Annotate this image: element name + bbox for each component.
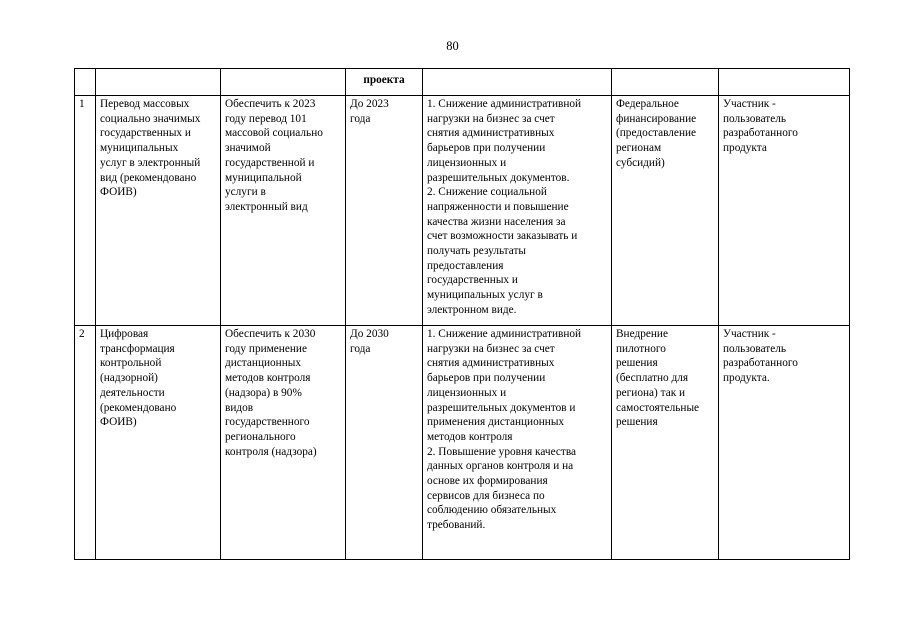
header-cell-name — [96, 69, 221, 96]
measure-deadline: До 2030 года — [346, 326, 423, 560]
measure-goal: Обеспечить к 2030 году применение дистанционных методов контроля (надзора) в 90% видов государственного регионального контроля (надзора) — [221, 326, 346, 560]
measure-role: Участник - пользователь разработанного продукта — [719, 96, 850, 326]
measure-deadline: До 2023 года — [346, 96, 423, 326]
measure-effects: 1. Снижение административной нагрузки на бизнес за счет снятия административных барьеров при получении лицензионных и разрешительных документов. 2. Снижение социальной напряженности и повышение качества жизни населения за счет возможности заказывать и получать результаты предоставления государственных и муниципальных услуг в электронном виде. — [423, 96, 612, 326]
header-cell-effects — [423, 69, 612, 96]
header-cell-goal — [221, 69, 346, 96]
row-number: 2 — [75, 326, 96, 560]
row-number: 1 — [75, 96, 96, 326]
page-number: 80 — [446, 39, 459, 53]
header-cell-deadline: проекта — [346, 69, 423, 96]
measure-name: Цифровая трансформация контрольной (надзорной) деятельности (рекомендовано ФОИВ) — [96, 326, 221, 560]
header-cell-financing — [612, 69, 719, 96]
measure-role: Участник - пользователь разработанного продукта. — [719, 326, 850, 560]
table-row — [75, 326, 850, 560]
measure-goal: Обеспечить к 2023 году перевод 101 массовой социально значимой государственной и муниципальной услуги в электронный вид — [221, 96, 346, 326]
header-cell-num — [75, 69, 96, 96]
measures-table — [74, 68, 850, 560]
measure-financing: Внедрение пилотного решения (бесплатно для региона) так и самостоятельные решения — [612, 326, 719, 560]
table-header-row — [75, 69, 850, 96]
measure-effects: 1. Снижение административной нагрузки на бизнес за счет снятия административных барьеров при получении лицензионных и разрешительных документов и применения дистанционных методов контроля 2. Повышение уровня качества данных органов контроля и на основе их формирования сервисов для бизнеса по соблюдению обязательных требований. — [423, 326, 612, 560]
measure-name: Перевод массовых социально значимых государственных и муниципальных услуг в электронный вид (рекомендовано ФОИВ) — [96, 96, 221, 326]
header-cell-role — [719, 69, 850, 96]
table-row — [75, 96, 850, 326]
measure-financing: Федеральное финансирование (предоставление регионам субсидий) — [612, 96, 719, 326]
